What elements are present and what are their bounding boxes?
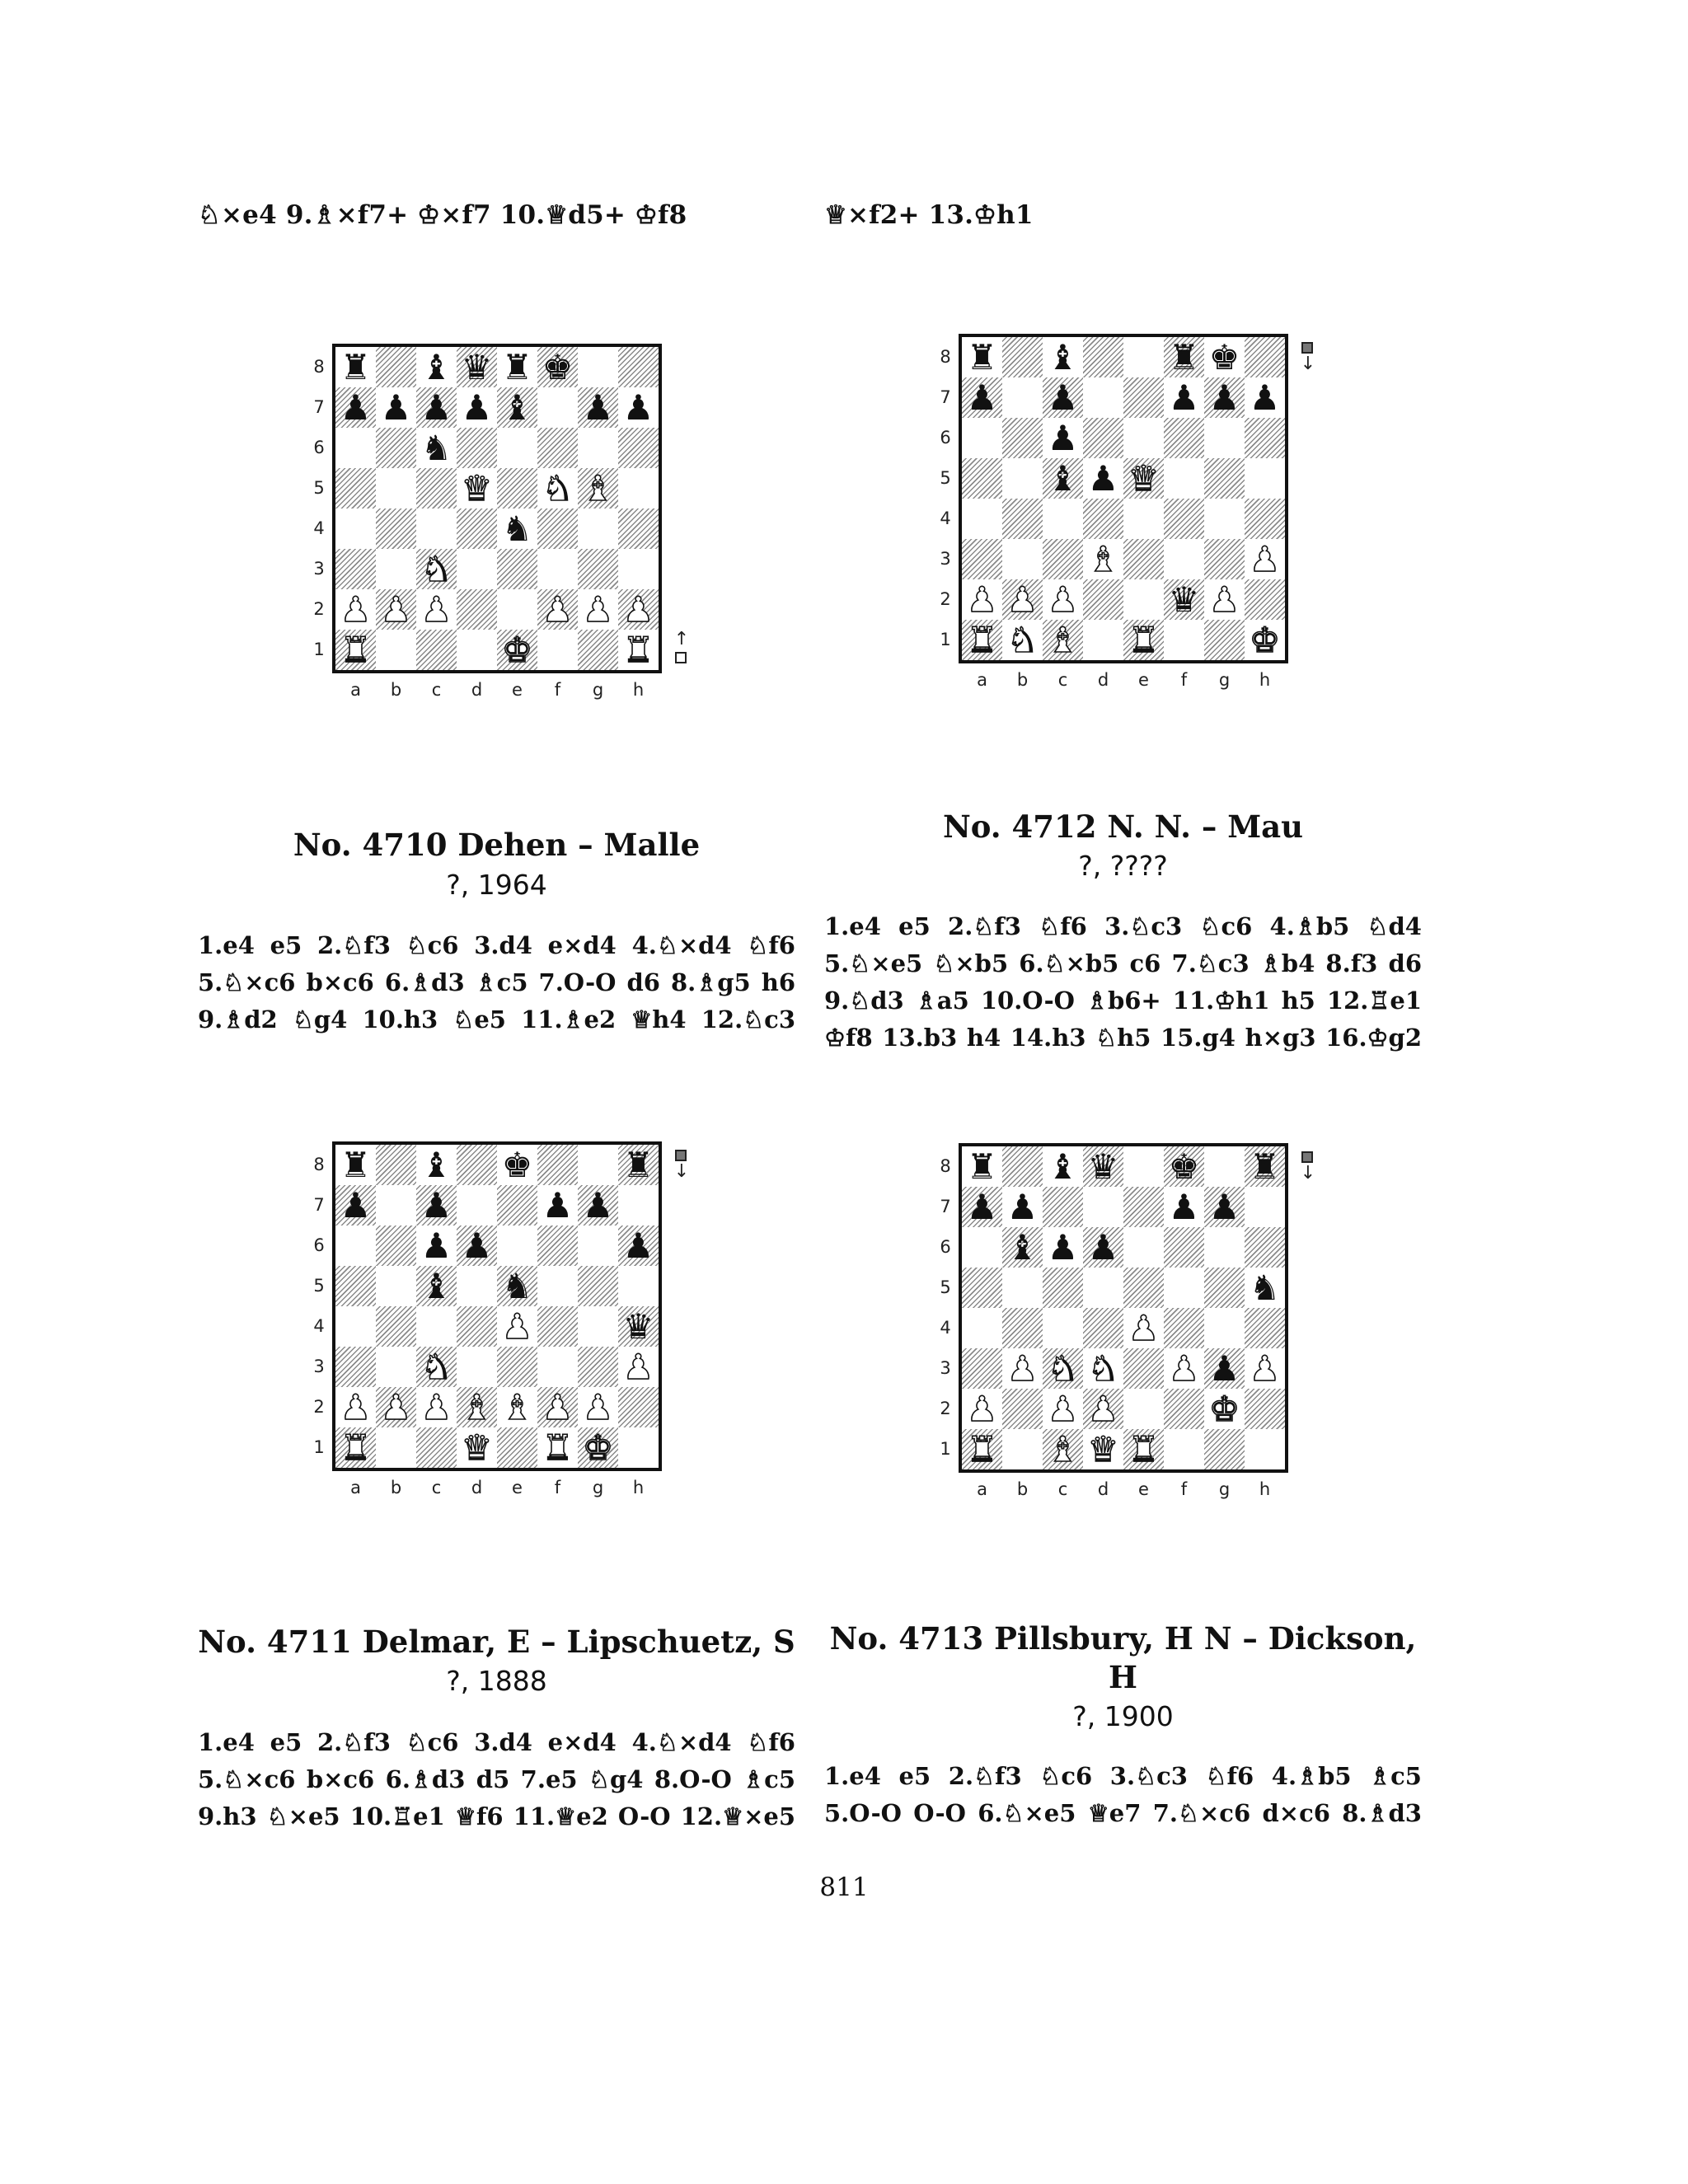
chess-board-4710 [313,344,690,700]
file-label: f [1180,670,1188,690]
file-label: c [1057,1479,1068,1499]
black-rook-icon: ♜ [340,347,372,387]
black-pawn-icon: ♟ [1047,377,1079,418]
side-to-move-arrow-icon: ↑ [673,629,690,649]
file-label: a [977,670,987,690]
file-label: f [1180,1479,1188,1499]
white-knight-icon: ♞ [1006,620,1039,660]
game-title-4713-cont: H [1109,1659,1137,1695]
page-number: 811 [819,1872,869,1902]
move-line: 5.♘×c6 b×c6 6.♗d3 d5 7.e5 ♘g4 8.O-O ♗c5 [198,1765,795,1793]
rank-label: 7 [940,1197,951,1216]
white-rook-icon: ♜ [622,630,654,670]
rank-label: 1 [940,630,951,649]
move-line: 1.e4 e5 2.♘f3 ♘c6 3.♘c3 ♘f6 4.♗b5 ♗c5 [824,1762,1422,1790]
rank-label: 3 [940,549,951,569]
white-knight-icon: ♞ [542,468,574,509]
file-label: b [1016,1479,1029,1499]
game-subtitle-4712: ?, ???? [1078,850,1168,882]
rank-label: 6 [313,438,325,457]
rank-label: 5 [940,1277,951,1297]
rank-label: 8 [940,347,951,367]
file-label: b [390,680,402,700]
continuation-right: ♕×f2+ 13.♔h1 [824,200,1034,230]
file-label: f [554,680,561,700]
side-to-move-arrow-icon: ↓ [1300,354,1316,374]
chess-board-4711 [313,1141,690,1497]
white-pawn-icon: ♟ [380,1387,412,1427]
side-to-move-square-icon [675,1150,687,1161]
white-pawn-icon: ♟ [542,1387,574,1427]
move-line: 5.O-O O-O 6.♘×e5 ♕e7 7.♘×c6 d×c6 8.♗d3 [824,1799,1422,1827]
white-pawn-icon: ♟ [542,589,574,630]
white-bishop-icon: ♝ [1047,620,1079,660]
black-pawn-icon: ♟ [622,387,654,428]
white-pawn-icon: ♟ [582,589,614,630]
move-line: 1.e4 e5 2.♘f3 ♘f6 3.♘c3 ♘c6 4.♗b5 ♘d4 [824,912,1422,940]
black-knight-icon: ♞ [420,428,452,468]
black-pawn-icon: ♟ [461,1226,493,1266]
file-label: d [471,1478,483,1497]
black-pawn-icon: ♟ [582,387,614,428]
rank-label: 4 [313,518,325,538]
white-pawn-icon: ♟ [380,589,412,630]
game-moves-4711 [198,1724,795,1835]
game-subtitle-4710: ?, 1964 [446,869,547,901]
side-to-move-square-icon [1301,1151,1313,1163]
black-king-icon: ♚ [542,347,574,387]
black-pawn-icon: ♟ [1208,1187,1240,1227]
black-bishop-icon: ♝ [1047,458,1079,499]
rank-label: 2 [313,599,325,619]
game-subtitle-4711: ?, 1888 [446,1665,547,1697]
black-pawn-icon: ♟ [461,387,493,428]
white-pawn-icon: ♟ [966,579,998,620]
black-pawn-icon: ♟ [340,1185,372,1226]
chess-board-4712 [940,334,1316,690]
rank-label: 2 [313,1397,325,1417]
white-king-icon: ♚ [1249,620,1281,660]
rank-label: 8 [313,357,325,377]
file-label: e [1138,1479,1149,1499]
file-label: e [1138,670,1149,690]
rank-label: 1 [313,640,325,659]
black-king-icon: ♚ [1168,1146,1200,1187]
black-knight-icon: ♞ [501,1266,533,1306]
file-label: a [350,680,361,700]
black-pawn-icon: ♟ [1087,458,1119,499]
rank-label: 2 [940,1399,951,1418]
white-rook-icon: ♜ [340,630,372,670]
rank-label: 6 [940,1237,951,1257]
black-pawn-icon: ♟ [1006,1187,1039,1227]
white-queen-icon: ♛ [461,468,493,509]
white-pawn-icon: ♟ [582,1387,614,1427]
white-rook-icon: ♜ [966,1429,998,1469]
black-queen-icon: ♛ [1087,1146,1119,1187]
white-king-icon: ♚ [501,630,533,670]
board-frame [332,344,662,673]
white-rook-icon: ♜ [340,1427,372,1468]
black-queen-icon: ♛ [622,1306,654,1347]
black-pawn-icon: ♟ [420,1185,452,1226]
move-line: 5.♘×c6 b×c6 6.♗d3 ♗c5 7.O-O d6 8.♗g5 h6 [198,968,795,996]
file-label: c [1057,670,1068,690]
move-line: 1.e4 e5 2.♘f3 ♘c6 3.d4 e×d4 4.♘×d4 ♘f6 [198,1728,795,1756]
white-pawn-icon: ♟ [1168,1348,1200,1389]
black-knight-icon: ♞ [1249,1268,1281,1308]
white-pawn-icon: ♟ [1208,579,1240,620]
white-rook-icon: ♜ [1128,620,1160,660]
file-label: e [512,680,523,700]
black-pawn-icon: ♟ [1087,1227,1119,1268]
rank-label: 7 [313,397,325,417]
white-pawn-icon: ♟ [420,1387,452,1427]
rank-label: 8 [940,1156,951,1176]
side-to-move-square-icon [675,652,687,663]
file-label: a [977,1479,987,1499]
black-bishop-icon: ♝ [420,1266,452,1306]
rank-label: 4 [940,509,951,528]
black-bishop-icon: ♝ [1047,337,1079,377]
black-bishop-icon: ♝ [420,1145,452,1185]
file-label: a [350,1478,361,1497]
rank-label: 6 [313,1235,325,1255]
white-pawn-icon: ♟ [1006,1348,1039,1389]
white-queen-icon: ♛ [1087,1429,1119,1469]
file-label: b [390,1478,402,1497]
board-frame [332,1141,662,1471]
move-line: 9.h3 ♘×e5 10.♖e1 ♕f6 11.♕e2 O-O 12.♕×e5 [198,1802,795,1830]
rank-label: 3 [313,1357,325,1376]
side-to-move-arrow-icon: ↓ [673,1161,690,1182]
black-pawn-icon: ♟ [1249,377,1281,418]
black-rook-icon: ♜ [501,347,533,387]
black-rook-icon: ♜ [1249,1146,1281,1187]
rank-label: 5 [313,1276,325,1296]
white-pawn-icon: ♟ [501,1306,533,1347]
file-label: c [431,1478,442,1497]
black-pawn-icon: ♟ [380,387,412,428]
white-queen-icon: ♛ [1128,458,1160,499]
board-frame [959,1143,1288,1473]
file-label: h [1259,1479,1271,1499]
white-bishop-icon: ♝ [501,1387,533,1427]
move-line: 9.♗d2 ♘g4 10.h3 ♘e5 11.♗e2 ♕h4 12.♘c3 [198,1005,795,1033]
white-pawn-icon: ♟ [1128,1308,1160,1348]
white-pawn-icon: ♟ [622,589,654,630]
move-line: ♔f8 13.b3 h4 14.h3 ♘h5 15.g4 h×g3 16.♔g2 [824,1024,1422,1052]
file-label: g [1218,1479,1231,1499]
black-pawn-icon: ♟ [1047,1227,1079,1268]
black-pawn-icon: ♟ [340,387,372,428]
black-pawn-icon: ♟ [420,1226,452,1266]
game-subtitle-4713: ?, 1900 [1072,1700,1174,1732]
black-queen-icon: ♛ [1168,579,1200,620]
black-rook-icon: ♜ [1168,337,1200,377]
rank-label: 4 [940,1318,951,1338]
file-label: d [1097,670,1109,690]
white-rook-icon: ♜ [542,1427,574,1468]
rank-label: 7 [313,1195,325,1215]
file-label: e [512,1478,523,1497]
file-label: d [471,680,483,700]
black-pawn-icon: ♟ [966,377,998,418]
white-pawn-icon: ♟ [340,1387,372,1427]
game-title-4711: No. 4711 Delmar, E – Lipschuetz, S [198,1624,795,1660]
white-pawn-icon: ♟ [340,589,372,630]
white-pawn-icon: ♟ [1249,1348,1281,1389]
rank-label: 5 [940,468,951,488]
white-pawn-icon: ♟ [1047,1389,1079,1429]
black-to-move-indicator [1300,1151,1316,1193]
black-king-icon: ♚ [1208,337,1240,377]
white-pawn-icon: ♟ [1047,579,1079,620]
game-title-4710: No. 4710 Dehen – Malle [293,827,701,863]
continuation-left: ♘×e4 9.♗×f7+ ♔×f7 10.♕d5+ ♔f8 [198,200,687,230]
file-label: h [632,1478,645,1497]
rank-label: 3 [940,1358,951,1378]
white-pawn-icon: ♟ [1249,539,1281,579]
black-rook-icon: ♜ [340,1145,372,1185]
black-pawn-icon: ♟ [622,1226,654,1266]
black-pawn-icon: ♟ [542,1185,574,1226]
white-bishop-icon: ♝ [582,468,614,509]
white-king-icon: ♚ [1208,1389,1240,1429]
black-pawn-icon: ♟ [1047,418,1079,458]
white-pawn-icon: ♟ [1087,1389,1119,1429]
white-bishop-icon: ♝ [1087,539,1119,579]
file-label: h [1259,670,1271,690]
rank-label: 7 [940,387,951,407]
white-bishop-icon: ♝ [1047,1429,1079,1469]
black-rook-icon: ♜ [622,1145,654,1185]
move-line: 9.♘d3 ♗a5 10.O-O ♗b6+ 11.♔h1 h5 12.♖e1 [824,987,1422,1015]
white-king-icon: ♚ [582,1427,614,1468]
black-pawn-icon: ♟ [420,387,452,428]
chess-board-4713 [940,1143,1316,1499]
move-line: 1.e4 e5 2.♘f3 ♘c6 3.d4 e×d4 4.♘×d4 ♘f6 [198,931,795,959]
rank-label: 6 [940,428,951,448]
file-label: f [554,1478,561,1497]
rank-label: 4 [313,1316,325,1336]
white-bishop-icon: ♝ [461,1387,493,1427]
file-label: c [431,680,442,700]
black-pawn-icon: ♟ [1208,1348,1240,1389]
white-knight-icon: ♞ [420,549,452,589]
rank-label: 3 [313,559,325,579]
black-pawn-icon: ♟ [582,1185,614,1226]
game-title-4712: No. 4712 N. N. – Mau [942,808,1304,845]
black-pawn-icon: ♟ [966,1187,998,1227]
file-label: h [632,680,645,700]
black-to-move-indicator [1300,342,1316,383]
white-knight-icon: ♞ [1047,1348,1079,1389]
side-to-move-arrow-icon: ↓ [1300,1163,1316,1183]
file-label: g [592,680,604,700]
black-to-move-indicator [673,1150,690,1191]
board-frame [959,334,1288,663]
white-rook-icon: ♜ [966,620,998,660]
white-pawn-icon: ♟ [966,1389,998,1429]
rank-label: 8 [313,1155,325,1174]
file-label: g [592,1478,604,1497]
black-bishop-icon: ♝ [1006,1227,1039,1268]
black-bishop-icon: ♝ [501,387,533,428]
black-pawn-icon: ♟ [1168,377,1200,418]
white-to-move-indicator [673,630,690,672]
black-bishop-icon: ♝ [1047,1146,1079,1187]
black-rook-icon: ♜ [966,337,998,377]
black-king-icon: ♚ [501,1145,533,1185]
black-rook-icon: ♜ [966,1146,998,1187]
black-knight-icon: ♞ [501,509,533,549]
black-pawn-icon: ♟ [1208,377,1240,418]
black-pawn-icon: ♟ [1168,1187,1200,1227]
game-title-4713: No. 4713 Pillsbury, H N – Dickson, [829,1620,1417,1657]
white-pawn-icon: ♟ [622,1347,654,1387]
white-pawn-icon: ♟ [1006,579,1039,620]
file-label: g [1218,670,1231,690]
black-queen-icon: ♛ [461,347,493,387]
white-rook-icon: ♜ [1128,1429,1160,1469]
black-bishop-icon: ♝ [420,347,452,387]
game-moves-4713 [824,1758,1422,1832]
side-to-move-square-icon [1301,342,1313,354]
white-knight-icon: ♞ [1087,1348,1119,1389]
move-line: 5.♘×e5 ♘×b5 6.♘×b5 c6 7.♘c3 ♗b4 8.f3 d6 [824,949,1422,977]
file-label: d [1097,1479,1109,1499]
rank-label: 1 [940,1439,951,1459]
game-moves-4710 [198,927,795,1038]
rank-label: 5 [313,478,325,498]
white-queen-icon: ♛ [461,1427,493,1468]
file-label: b [1016,670,1029,690]
white-pawn-icon: ♟ [420,589,452,630]
game-moves-4712 [824,908,1422,1057]
white-knight-icon: ♞ [420,1347,452,1387]
rank-label: 2 [940,589,951,609]
rank-label: 1 [313,1437,325,1457]
